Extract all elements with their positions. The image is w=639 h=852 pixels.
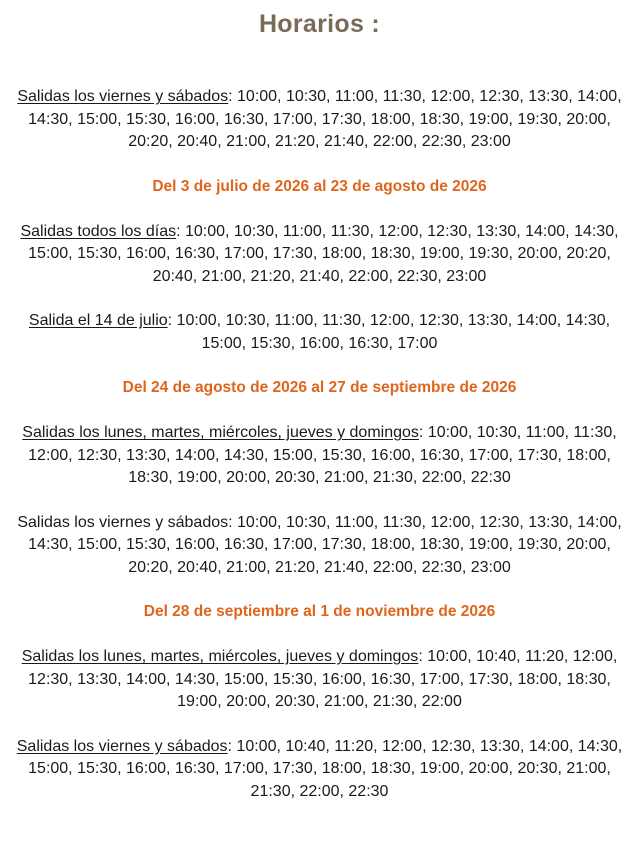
period-3-schedule-2 [7,736,632,804]
period-1-schedule-2-label: Salida el 14 de julio [28,312,168,329]
period-2-schedule-2 [7,512,632,580]
period-1-schedule-1-label: Salidas todos los días [20,222,177,240]
period-1-schedule-1 [7,221,632,289]
period-heading-2: Del 24 de agosto de 2026 al 27 de septiembre de 2026 [122,379,517,396]
period-2-schedule-1-times: : 10:00, 10:30, 11:00, 11:30, 12:00, 12:30, 13:30, 14:00, 14:30, 15:00, 15:30, 16:00, 16:30, 17:00, 17:30, 18:00, 18:30, 19:00, 20:00, 20:30, 21:00, 21:30, 22:00, 22:30 [28,424,617,486]
period-heading-3: Del 28 de septiembre al 1 de noviembre de 2026 [143,603,496,620]
intro-schedule-label: Salidas los viernes y sábados [17,88,229,105]
intro-schedule [7,86,632,154]
period-3-schedule-1 [7,646,632,714]
period-2-schedule-2-label: Salidas los viernes y sábados [17,513,229,531]
period-3-schedule-1-times: : 10:00, 10:40, 11:20, 12:00, 12:30, 13:30, 14:00, 14:30, 15:00, 15:30, 16:00, 16:30, 17:00, 17:30, 18:00, 18:30, 19:00, 20:00, 20:30, 21:00, 21:30, 22:00 [28,648,618,710]
period-1-schedule-1-times: : 10:00, 10:30, 11:00, 11:30, 12:00, 12:30, 13:30, 14:00, 14:30, 15:00, 15:30, 16:00, 16:30, 17:00, 17:30, 18:00, 18:30, 19:00, 19:30, 20:00, 20:20, 20:40, 21:00, 21:20, 21:40, 22:00, 22:30, 23:00 [28,222,619,285]
period-2-schedule-1 [7,422,632,490]
period-heading-1: Del 3 de julio de 2026 al 23 de agosto de 2026 [152,177,487,195]
period-3-schedule-2-label: Salidas los viernes y sábados [16,737,228,755]
schedule-page [0,8,639,803]
period-3-schedule-2-times: : 10:00, 10:40, 11:20, 12:00, 12:30, 13:30, 14:00, 14:30, 15:00, 15:30, 16:00, 16:30, 17:00, 17:30, 18:00, 18:30, 19:00, 20:00, 20:30, 21:00, 21:30, 22:00, 22:30 [28,737,623,800]
period-3-schedule-1-label: Salidas los lunes, martes, miércoles, jueves y domingos [21,648,419,665]
period-1-schedule-2-times: : 10:00, 10:30, 11:00, 11:30, 12:00, 12:30, 13:30, 14:00, 14:30, 15:00, 15:30, 16:00, 16:30, 17:00 [167,312,611,352]
period-2-schedule-2-times: : 10:00, 10:30, 11:00, 11:30, 12:00, 12:30, 13:30, 14:00, 14:30, 15:00, 15:30, 16:00, 16:30, 17:00, 17:30, 18:00, 18:30, 19:00, 19:30, 20:00, 20:20, 20:40, 21:00, 21:20, 21:40, 22:00, 22:30, 23:00 [28,513,622,576]
period-2-schedule-1-label: Salidas los lunes, martes, miércoles, jueves y domingos [22,424,419,441]
page-title: Horarios : [258,10,381,38]
period-1-schedule-2 [7,310,632,355]
intro-schedule-times: : 10:00, 10:30, 11:00, 11:30, 12:00, 12:30, 13:30, 14:00, 14:30, 15:00, 15:30, 16:00, 16:30, 17:00, 17:30, 18:00, 18:30, 19:00, 19:30, 20:00, 20:20, 20:40, 21:00, 21:20, 21:40, 22:00, 22:30, 23:00 [28,88,622,150]
